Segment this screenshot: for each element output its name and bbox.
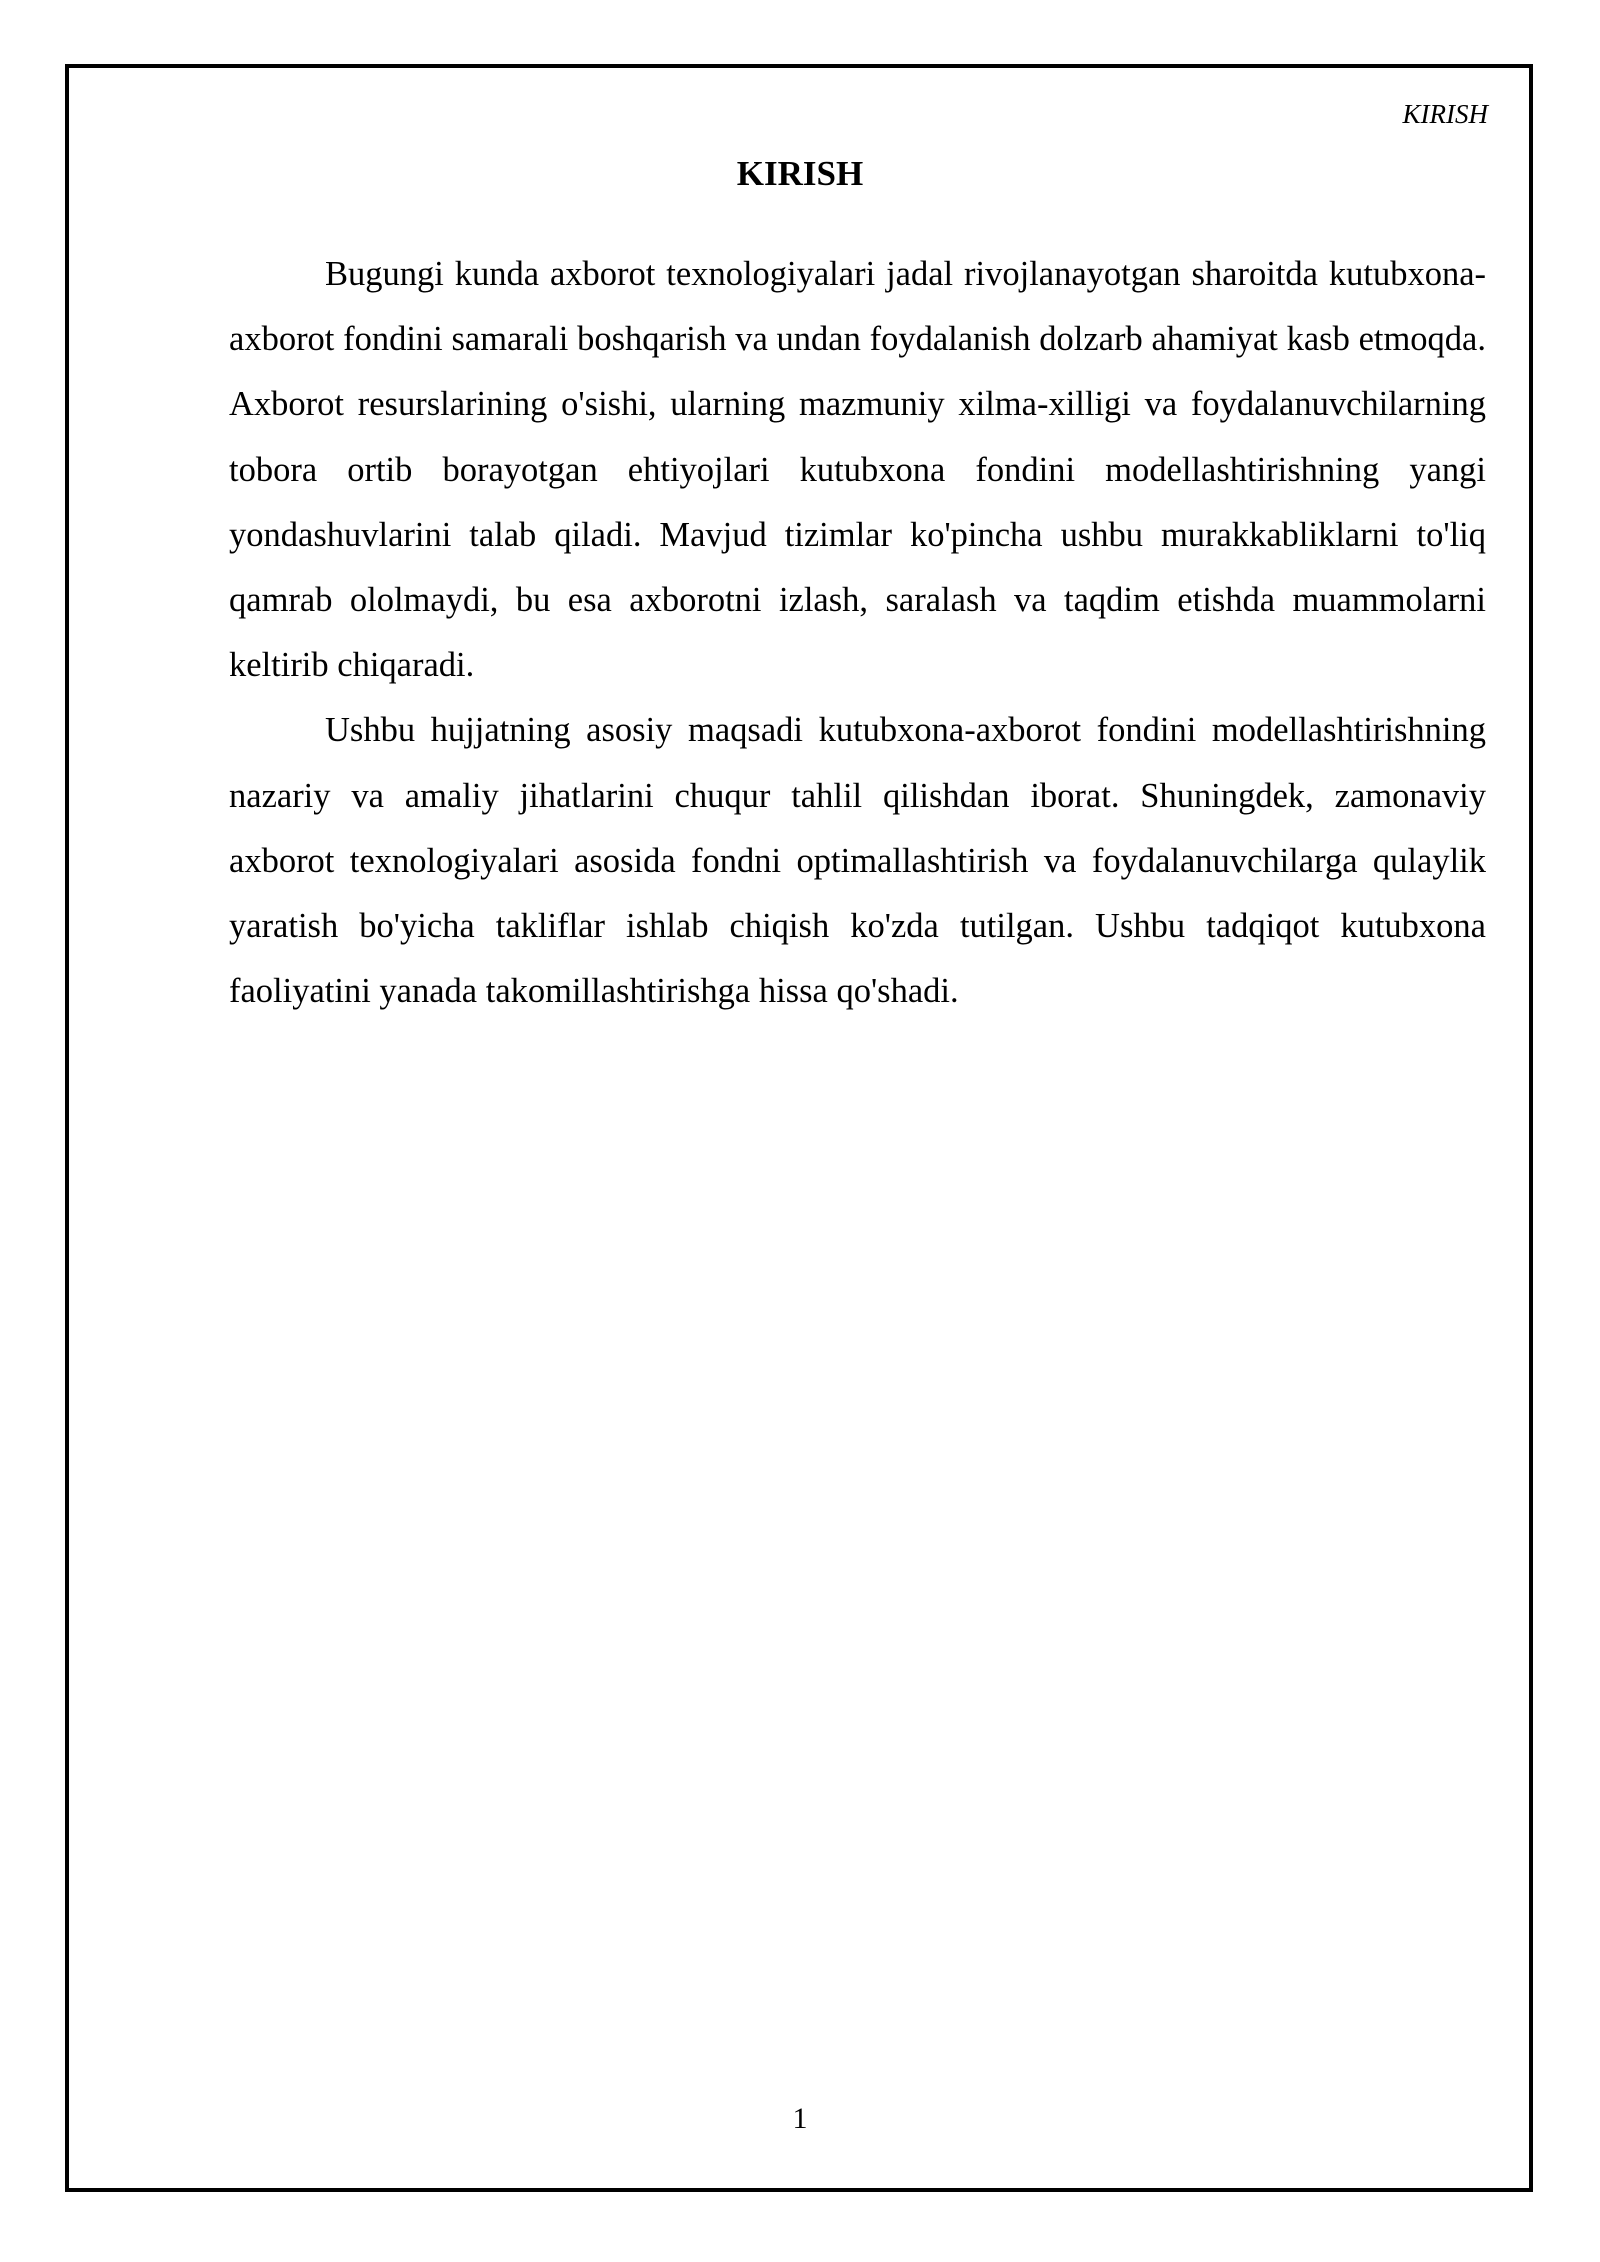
body-text — [229, 242, 1486, 1024]
running-header: KIRISH — [1402, 99, 1488, 129]
paragraph-2: Ushbu hujjatning asosiy maqsadi kutubxona-axborot fondini modellashtirishning nazariy va amaliy jihatlarini chuqur tahlil qilishdan iborat. Shuningdek, zamonaviy axborot texnologiyalari asosida fondni optimallashtirish va foydalanuvchilarga qulaylik yaratish bo'yicha takliflar ishlab chiqish ko'zda tutilgan. Ushbu tadqiqot kutubxona faoliyatini yanada takomillashtirishga hissa qo'shadi. — [229, 711, 1486, 1011]
page-number: 1 — [792, 2102, 808, 2135]
section-title: KIRISH — [736, 154, 864, 193]
paragraph-1: Bugungi kunda axborot texnologiyalari jadal rivojlanayotgan sharoitda kutubxona-axborot fondini samarali boshqarish va undan foydalanish dolzarb ahamiyat kasb etmoqda. Axborot resurslarining o'sishi, ularning mazmuniy xilma-xilligi va foydalanuvchilarning tobora ortib borayotgan ehtiyojlari kutubxona fondini modellashtirishning yangi yondashuvlarini talab qiladi. Mavjud tizimlar ko'pincha ushbu murakkabliklarni to'liq qamrab ololmaydi, bu esa axborotni izlash, saralash va taqdim etishda muammolarni keltirib chiqaradi. — [229, 255, 1486, 685]
